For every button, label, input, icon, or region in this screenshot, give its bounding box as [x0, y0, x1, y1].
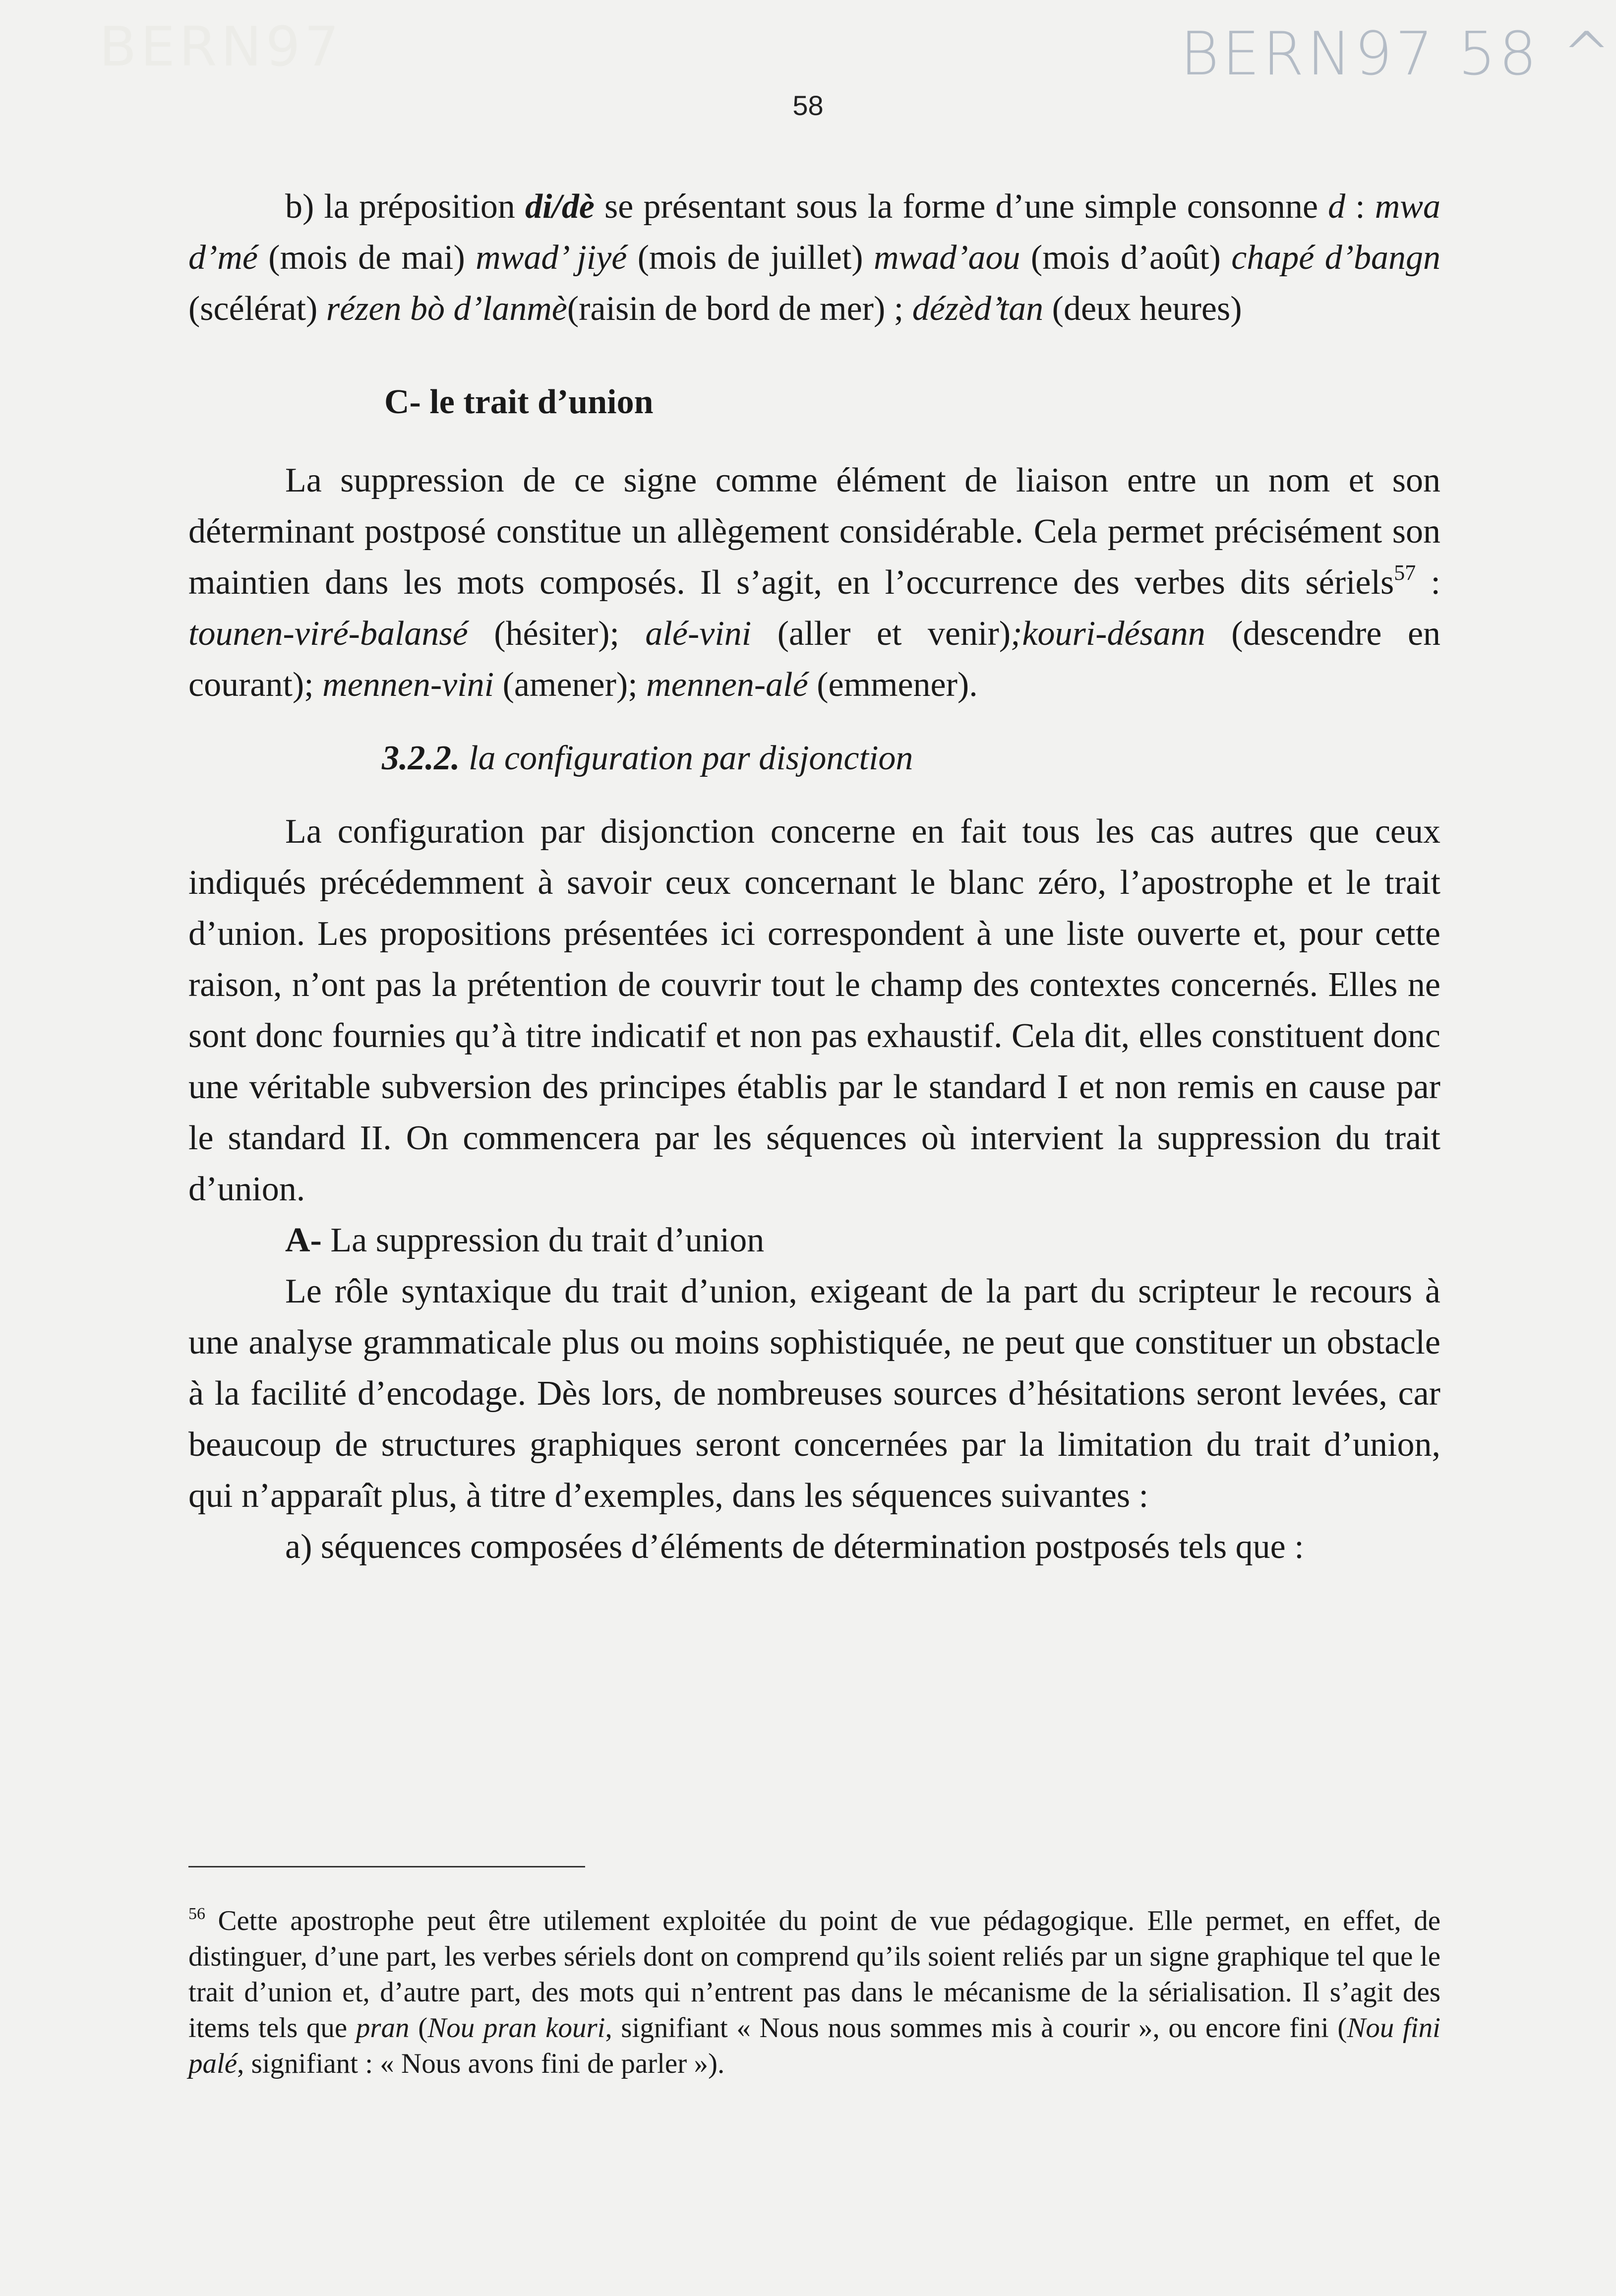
footnote-56: $^{56}$ Cette apostrophe peut être utilement exploitée du point de vue pédagogique. Elle permet, en effet, de distinguer, d’une part, les verbes sériels dont on comprend qu’ils soient reliés par un signe graphique tel que le trait d’union et, d’autre part, des mots qui n’entrent pas dans le mécanisme de la sérialisation. Il s’agit des items tels que pran (Nou pran kouri, signifiant « Nous nous sommes mis à courir », ou encore fini (Nou fini palé, signifiant : « Nous avons fini de parler »). — [188, 1905, 1440, 2079]
paragraph-suppression: La suppression de ce signe comme élément de liaison entre un nom et son déterminant postposé constitue un allègement considérable. Cela permet précisément son maintien dans les mots composés. Il s’agit, en l’occurrence des verbes dits sériels$^{57}$ : tounen-viré-balansé (hésiter); alé-vini (aller et venir);kouri-désann (descendre en courant); mennen-vini (amener); mennen-alé (emmener). — [188, 461, 1441, 704]
heading-suppression-trait: A- La suppression du trait d’union — [285, 1221, 765, 1259]
main-text — [188, 181, 1440, 1572]
list-item-a: a) séquences composées d’éléments de détermination postposés tels que : — [285, 1528, 1304, 1566]
footnote-ref-57: 57 — [1394, 560, 1416, 585]
paragraph-disjonction: La configuration par disjonction concerne en fait tous les cas autres que ceux indiqués précédemment à savoir ceux concernant le blanc zéro, l’apostrophe et le trait d’union. Les propositions présentées ici correspondent à une liste ouverte et, pour cette raison, n’ont pas la prétention de couvrir tout le champ des contextes concernés. Elles ne sont donc fournies qu’à titre indicatif et non pas exhaustif. Cela dit, elles constituent donc une véritable subversion des principes établis par le standard I et non remis en cause par le standard II. On commencera par les séquences où intervient la suppression du trait d’union. — [188, 812, 1440, 1208]
handwritten-annotation: BERN97 58 ^ — [1180, 20, 1615, 89]
subheading-3-2-2: 3.2.2. la configuration par disjonction — [382, 739, 913, 777]
page-number: 58 — [792, 90, 824, 121]
paragraph-preposition: b) la préposition di/dè se présentant sous la forme d’une simple consonne d : mwa d’mé (mois de mai) mwad’ jiyé (mois de juillet) mwad’aou (mois d’août) chapé d’bangn (scélérat) rézen bò d’lanmè(raisin de bord de mer) ; dézèd’tan (deux heures) — [188, 187, 1441, 328]
bleed-through-mark: BERN97 — [99, 15, 343, 78]
paragraph-role-syntaxique: Le rôle syntaxique du trait d’union, exigeant de la part du scripteur le recours à une analyse grammaticale plus ou moins sophistiquée, ne peut que constituer un obstacle à la facilité d’encodage. Dès lors, de nombreuses sources d’hésitations seront levées, car beaucoup de structures graphiques seront concernées par la limitation du trait d’union, qui n’apparaît plus, à titre d’exemples, dans les séquences suivantes : — [188, 1272, 1440, 1515]
footnote-separator — [188, 1866, 585, 1867]
heading-trait-union: C- le trait d’union — [384, 383, 654, 421]
